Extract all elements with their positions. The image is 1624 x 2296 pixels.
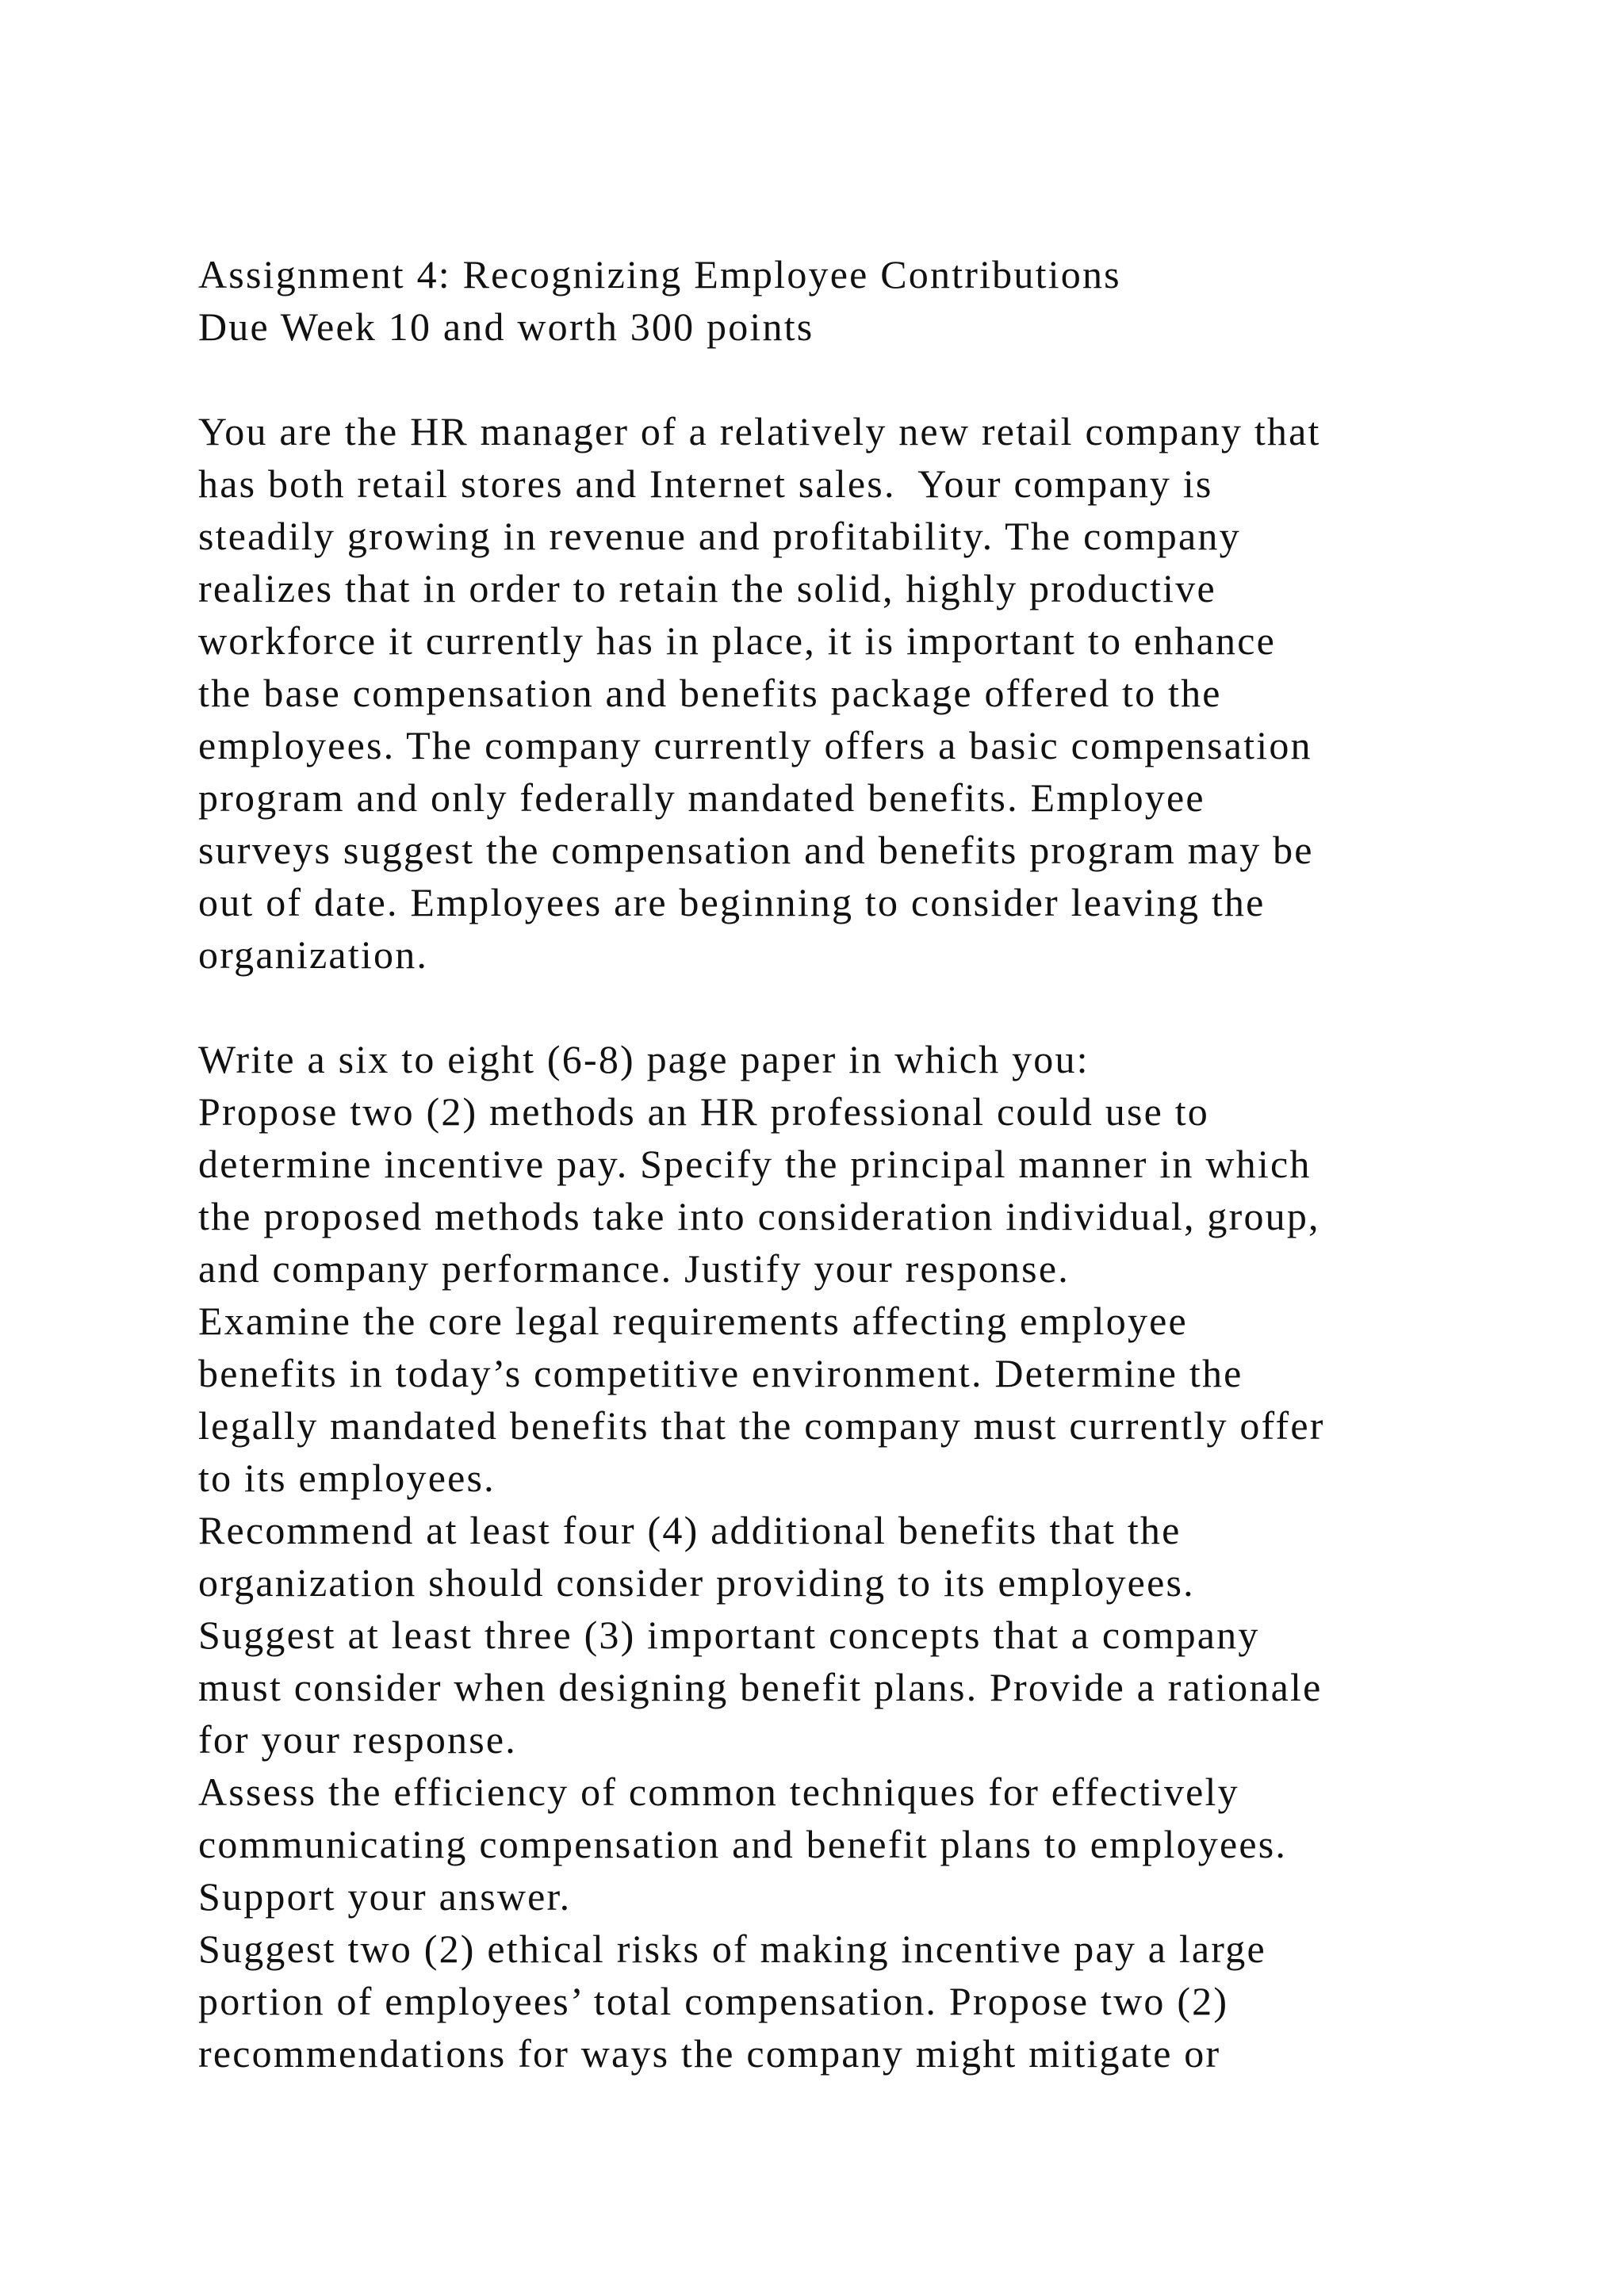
assignment-title: Assignment 4: Recognizing Employee Contributions: [198, 252, 1121, 297]
blank-line: [198, 353, 1578, 405]
instruction-line: to its employees.: [198, 1456, 496, 1500]
instruction-line: Recommend at least four (4) additional benefits that the: [198, 1508, 1182, 1552]
scenario-line: out of date. Employees are beginning to consider leaving the: [198, 880, 1266, 924]
instruction-line: Support your answer.: [198, 1874, 572, 1919]
instruction-line: portion of employees’ total compensation. Propose two (2): [198, 1979, 1229, 2023]
document-body: [198, 248, 1578, 2080]
instruction-line: benefits in today’s competitive environment. Determine the: [198, 1351, 1243, 1395]
instruction-line: Assess the efficiency of common techniques for effectively: [198, 1770, 1239, 1814]
scenario-line: program and only federally mandated benefits. Employee: [198, 775, 1205, 820]
instruction-line: legally mandated benefits that the company must currently offer: [198, 1403, 1325, 1448]
instructions-section: [198, 1033, 1578, 2080]
instruction-line: Examine the core legal requirements affecting employee: [198, 1299, 1188, 1343]
instruction-line: Suggest at least three (3) important concepts that a company: [198, 1613, 1260, 1657]
scenario-line: surveys suggest the compensation and benefits program may be: [198, 828, 1314, 872]
instruction-line: the proposed methods take into consideration individual, group,: [198, 1194, 1320, 1238]
blank-line: [198, 981, 1578, 1033]
instruction-line: Suggest two (2) ethical risks of making incentive pay a large: [198, 1927, 1266, 1971]
instruction-line: Propose two (2) methods an HR professional could use to: [198, 1089, 1210, 1134]
instruction-line: must consider when designing benefit plans. Provide a rationale: [198, 1665, 1323, 1709]
scenario-line: steadily growing in revenue and profitability. The company: [198, 514, 1241, 558]
scenario-line: organization.: [198, 932, 429, 977]
scenario-line: realizes that in order to retain the solid, highly productive: [198, 566, 1216, 610]
instruction-line: determine incentive pay. Specify the principal manner in which: [198, 1142, 1312, 1186]
instruction-line: Write a six to eight (6-8) page paper in which you:: [198, 1037, 1090, 1081]
instruction-line: organization should consider providing to its employees.: [198, 1560, 1195, 1605]
scenario-line: You are the HR manager of a relatively new retail company that: [198, 409, 1321, 453]
scenario-paragraph: [198, 405, 1578, 981]
instruction-line: communicating compensation and benefit plans to employees.: [198, 1822, 1288, 1866]
instruction-line: recommendations for ways the company might mitigate or: [198, 2031, 1221, 2076]
instruction-line: for your response.: [198, 1717, 518, 1762]
instruction-line: and company performance. Justify your response.: [198, 1246, 1070, 1291]
due-line: Due Week 10 and worth 300 points: [198, 304, 814, 349]
scenario-line: employees. The company currently offers a basic compensation: [198, 723, 1312, 767]
scenario-line: the base compensation and benefits package offered to the: [198, 671, 1222, 715]
scenario-line: has both retail stores and Internet sales. Your company is: [198, 461, 1213, 506]
scenario-line: workforce it currently has in place, it is important to enhance: [198, 618, 1277, 663]
